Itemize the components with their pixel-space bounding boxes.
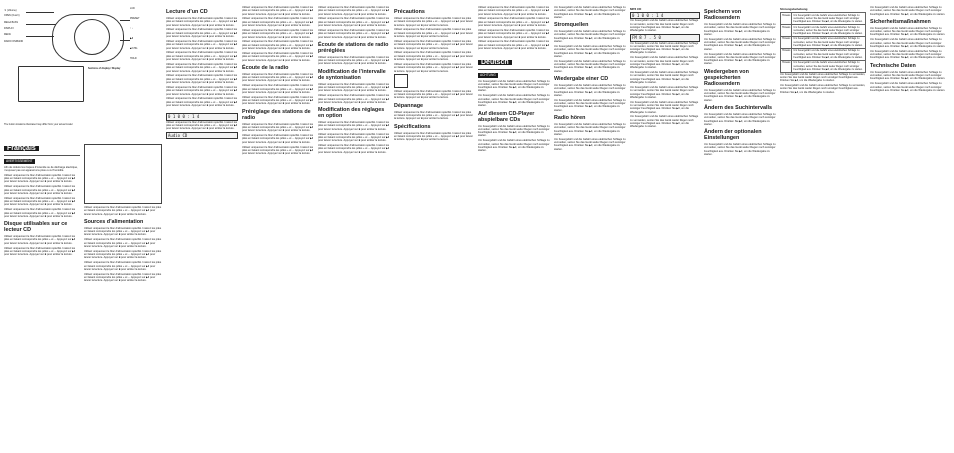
warning-bar-de: ACHTUNG (480, 72, 496, 77)
fr-body-25: Utilisez uniquement le bloc d’alimentation spécifié. Insérez les piles en faisant correspondre les pôles + et −. Appuyez sur ▶Ⅱ pour lancer la lecture. Appuyez sur ■ pour arrêter la lecture. (242, 40, 314, 51)
fr-body-52: Utilisez uniquement le bloc d’alimentation spécifié. Insérez les piles en faisant correspondre les pôles + et −. Appuyez sur ▶Ⅱ pour lancer la lecture. Appuyez sur ■ pour arrêter la lecture. (478, 28, 550, 39)
diagram-label-1: OPEN (Ouvrir) (4, 14, 20, 17)
de-body-4: Um Feuergefahr und die Gefahr eines elektrischen Schlags zu vermeiden, setzen Sie das Gerät weder Regen noch sonstiger Feuchtigkeit aus. Drücken Sie ▶Ⅱ, um die Wiedergabe zu starten. (478, 139, 550, 153)
fr-body-21: Utilisez uniquement le bloc d’alimentation spécifié. Insérez les piles en faisant correspondre les pôles + et −. Appuyez sur ▶Ⅱ pour lancer la lecture. Appuyez sur ■ pour arrêter la lecture. (166, 120, 238, 131)
de-body-5: Um Feuergefahr und die Gefahr eines elektrischen Schlags zu vermeiden, setzen Sie das Gerät weder Regen noch sonstiger Feuchtigkeit aus. Drücken Sie ▶Ⅱ, um die Wiedergabe zu starten. (554, 6, 626, 19)
fr-body-9: Utilisez uniquement le bloc d’alimentation spécifié. Insérez les piles en faisant correspondre les pôles + et −. Appuyez sur ▶Ⅱ pour lancer la lecture. Appuyez sur ■ pour arrêter la lecture. (84, 238, 162, 248)
de-body-32: Um Feuergefahr und die Gefahr eines elektrischen Schlags zu vermeiden, setzen Sie das Gerät weder Regen noch sonstiger Feuchtigkeit aus. Drücken Sie ▶Ⅱ, um die Wiedergabe zu starten. (870, 70, 946, 81)
fr-figure-1 (84, 144, 162, 204)
fr-body-38: Utilisez uniquement le bloc d’alimentation spécifié. Insérez les piles en faisant correspondre les pôles + et −. Appuyez sur ▶Ⅱ pour lancer la lecture. Appuyez sur ■ pour arrêter la lecture. (318, 94, 390, 104)
de-body-18: Um Feuergefahr und die Gefahr eines elektrischen Schlags zu vermeiden, setzen Sie das Gerät weder Regen noch sonstiger Feuchtigkeit aus. Drücken Sie ▶Ⅱ, um die Wiedergabe zu starten. (630, 100, 699, 114)
fr-body-1: Utilisez uniquement le bloc d’alimentation spécifié. Insérez les piles en faisant correspondre les pôles + et −. Appuyez sur ▶Ⅱ pour lancer la lecture. Appuyez sur ■ pour arrêter la lecture. (4, 173, 76, 184)
player-diagram-area (4, 4, 162, 129)
warning-bar-fr: AVERTISSEMENT (6, 158, 33, 163)
fr-heading-radio: Écoute de la radio (242, 64, 289, 71)
de-body-8: Um Feuergefahr und die Gefahr eines elektrischen Schlags zu vermeiden, setzen Sie das Gerät weder Regen noch sonstiger Feuchtigkeit aus. Drücken Sie ▶Ⅱ, um die Wiedergabe zu starten. (554, 59, 626, 73)
fr-body-31: Utilisez uniquement le bloc d’alimentation spécifié. Insérez les piles en faisant correspondre les pôles + et −. Appuyez sur ▶Ⅱ pour lancer la lecture. Appuyez sur ■ pour arrêter la lecture. (242, 134, 314, 144)
diagram-label-7: PRESET (130, 17, 140, 20)
de-error-cell: Hinweis (781, 13, 792, 25)
column-fr-1 (4, 142, 80, 450)
fr-body-34: Utilisez uniquement le bloc d’alimentation spécifié. Insérez les piles en faisant correspondre les pôles + et −. Appuyez sur ▶Ⅱ pour lancer la lecture. Appuyez sur ■ pour arrêter la lecture. (318, 17, 390, 28)
fr-lcd-sample: 0 1 0 0 : 1 4 (166, 113, 238, 120)
fr-body-5: Utilisez uniquement le bloc d’alimentation spécifié. Insérez les piles en faisant correspondre les pôles + et −. Appuyez sur ▶Ⅱ pour lancer la lecture. Appuyez sur ■ pour arrêter la lecture. (4, 235, 76, 245)
fr-body-53: Utilisez uniquement le bloc d’alimentation spécifié. Insérez les piles en faisant correspondre les pôles + et −. Appuyez sur ▶Ⅱ pour lancer la lecture. Appuyez sur ■ pour arrêter la lecture. (478, 40, 550, 51)
de-error-table (780, 12, 866, 72)
fr-body-28: Utilisez uniquement le bloc d’alimentation spécifié. Insérez les piles en faisant correspondre les pôles + et −. Appuyez sur ▶Ⅱ pour lancer la lecture. Appuyez sur ■ pour arrêter la lecture. (242, 84, 314, 94)
de-body-21: Um Feuergefahr und die Gefahr eines elektrischen Schlags zu vermeiden, setzen Sie das Gerät weder Regen noch sonstiger Feuchtigkeit aus. Drücken Sie ▶Ⅱ, um die Wiedergabe zu starten. (704, 37, 776, 51)
de-lcd-sample-1: 0 1 0 0 : 1 4 (630, 12, 700, 19)
lcd-window (18, 66, 84, 102)
diagram-footnote: The button locations illustrated may differ from your actual model (4, 123, 73, 126)
fr-body-14: Utilisez uniquement le bloc d’alimentation spécifié. Insérez les piles en faisant correspondre les pôles + et −. Appuyez sur ▶Ⅱ pour lancer la lecture. Appuyez sur ■ pour arrêter la lecture. (166, 28, 238, 39)
fr-body-36: Utilisez uniquement le bloc d’alimentation spécifié. Insérez les piles en faisant correspondre les pôles + et −. Appuyez sur ▶Ⅱ pour lancer la lecture. Appuyez sur ■ pour arrêter la lecture. (318, 55, 390, 66)
column-de-2 (554, 6, 626, 450)
fr-body-13: Utilisez uniquement le bloc d’alimentation spécifié. Insérez les piles en faisant correspondre les pôles + et −. Appuyez sur ▶Ⅱ pour lancer la lecture. Appuyez sur ■ pour arrêter la lecture. (166, 17, 238, 27)
column-fr-4 (242, 6, 314, 450)
de-heading-radio: Radio hören (554, 114, 586, 121)
de-error-cell: Um Feuergefahr und die Gefahr eines elektrischen Schlags zu vermeiden, setzen Sie das Gerät weder Regen noch sonstiger Feuchtigkeit aus. Drücken Sie ▶Ⅱ, um die Wiedergabe zu starten. (792, 48, 866, 60)
fr-body-18: Utilisez uniquement le bloc d’alimentation spécifié. Insérez les piles en faisant correspondre les pôles + et −. Appuyez sur ▶Ⅱ pour lancer la lecture. Appuyez sur ■ pour arrêter la lecture. (166, 74, 238, 85)
fr-body-45: Utilisez uniquement le bloc d’alimentation spécifié. Insérez les piles en faisant correspondre les pôles + et −. Appuyez sur ▶Ⅱ pour lancer la lecture. Appuyez sur ■ pour arrêter la lecture. (394, 51, 473, 62)
fr-body-10: Utilisez uniquement le bloc d’alimentation spécifié. Insérez les piles en faisant correspondre les pôles + et −. Appuyez sur ▶Ⅱ pour lancer la lecture. Appuyez sur ■ pour arrêter la lecture. (84, 249, 162, 260)
diagram-label-11: HOLD (130, 57, 137, 60)
fr-body-12: Utilisez uniquement le bloc d’alimentation spécifié. Insérez les piles en faisant correspondre les pôles + et −. Appuyez sur ▶Ⅱ pour lancer la lecture. Appuyez sur ■ pour arrêter la lecture. (84, 272, 162, 283)
de-heading-error: Störungsbehebung (780, 6, 808, 11)
fr-body-40: Utilisez uniquement le bloc d’alimentation spécifié. Insérez les piles en faisant correspondre les pôles + et −. Appuyez sur ▶Ⅱ pour lancer la lecture. Appuyez sur ■ pour arrêter la lecture. (318, 132, 390, 143)
de-body-29: Um Feuergefahr und die Gefahr eines elektrischen Schlags zu vermeiden, setzen Sie das Gerät weder Regen noch sonstiger Feuchtigkeit aus. Drücken Sie ▶Ⅱ, um die Wiedergabe zu starten. (870, 26, 946, 37)
fr-body-33: Utilisez uniquement le bloc d’alimentation spécifié. Insérez les piles en faisant correspondre les pôles + et −. Appuyez sur ▶Ⅱ pour lancer la lecture. Appuyez sur ■ pour arrêter la lecture. (318, 6, 390, 16)
column-fr-6 (394, 6, 474, 450)
de-body-13: Um Feuergefahr und die Gefahr eines elektrischen Schlags zu vermeiden, setzen Sie das Gerät weder Regen noch sonstiger Feuchtigkeit aus. Drücken Sie ▶Ⅱ, um die Wiedergabe zu starten. (630, 19, 699, 33)
fr-body-39: Utilisez uniquement le bloc d’alimentation spécifié. Insérez les piles en faisant correspondre les pôles + et −. Appuyez sur ▶Ⅱ pour lancer la lecture. Appuyez sur ■ pour arrêter la lecture. (318, 121, 390, 131)
column-de-6 (870, 6, 950, 450)
diagram-label-4: MENU (4, 33, 12, 36)
de-error-cell: Um Feuergefahr und die Gefahr eines elektrischen Schlags zu vermeiden, setzen Sie das Gerät weder Regen noch sonstiger Feuchtigkeit aus. Drücken Sie ▶Ⅱ, um die Wiedergabe zu starten. (792, 60, 866, 72)
de-heading-tech: Technische Daten (870, 62, 916, 69)
de-body-12: Um Feuergefahr und die Gefahr eines elektrischen Schlags zu vermeiden, setzen Sie das Gerät weder Regen noch sonstiger Feuchtigkeit aus. Drücken Sie ▶Ⅱ, um die Wiedergabe zu starten. (554, 137, 626, 151)
fr-body-37: Utilisez uniquement le bloc d’alimentation spécifié. Insérez les piles en faisant correspondre les pôles + et −. Appuyez sur ▶Ⅱ pour lancer la lecture. Appuyez sur ■ pour arrêter la lecture. (318, 82, 390, 93)
fr-body-24: Utilisez uniquement le bloc d’alimentation spécifié. Insérez les piles en faisant correspondre les pôles + et −. Appuyez sur ▶Ⅱ pour lancer la lecture. Appuyez sur ■ pour arrêter la lecture. (242, 28, 314, 39)
fr-heading-preset-listen: Écoute de stations de radio préréglées (318, 41, 389, 54)
column-de-5 (780, 6, 866, 450)
fr-heading-prec: Précautions (394, 9, 425, 15)
fr-body-6: Utilisez uniquement le bloc d’alimentation spécifié. Insérez les piles en faisant correspondre les pôles + et −. Appuyez sur ▶Ⅱ pour lancer la lecture. Appuyez sur ■ pour arrêter la lecture. (4, 246, 76, 257)
de-body-14: Um Feuergefahr und die Gefahr eines elektrischen Schlags zu vermeiden, setzen Sie das Gerät weder Regen noch sonstiger Feuchtigkeit aus. Drücken Sie ▶Ⅱ, um die Wiedergabe zu starten. (630, 41, 699, 55)
fr-body-23: Utilisez uniquement le bloc d’alimentation spécifié. Insérez les piles en faisant correspondre les pôles + et −. Appuyez sur ▶Ⅱ pour lancer la lecture. Appuyez sur ■ pour arrêter la lecture. (242, 17, 314, 28)
fr-body-30: Utilisez uniquement le bloc d’alimentation spécifié. Insérez les piles en faisant correspondre les pôles + et −. Appuyez sur ▶Ⅱ pour lancer la lecture. Appuyez sur ■ pour arrêter la lecture. (242, 122, 314, 133)
column-de-3 (630, 6, 700, 450)
de-heading-options: Ändern der optionalen Einstellungen (704, 129, 762, 142)
fr-body-43: Utilisez uniquement le bloc d’alimentation spécifié. Insérez les piles en faisant correspondre les pôles + et −. Appuyez sur ▶Ⅱ pour lancer la lecture. Appuyez sur ■ pour arrêter la lecture. (394, 28, 473, 39)
diagram-label-9: ▶Ⅱ (130, 37, 134, 40)
de-body-33: Um Feuergefahr und die Gefahr eines elektrischen Schlags zu vermeiden, setzen Sie das Gerät weder Regen noch sonstiger Feuchtigkeit aus. Drücken Sie ▶Ⅱ, um die Wiedergabe zu starten. (870, 82, 946, 92)
de-lcd-mode-label: MP3 CD (630, 6, 642, 11)
fr-body-3: Utilisez uniquement le bloc d’alimentation spécifié. Insérez les piles en faisant correspondre les pôles + et −. Appuyez sur ▶Ⅱ pour lancer la lecture. Appuyez sur ■ pour arrêter la lecture. (4, 196, 76, 207)
fr-body-51: Utilisez uniquement le bloc d’alimentation spécifié. Insérez les piles en faisant correspondre les pôles + et −. Appuyez sur ▶Ⅱ pour lancer la lecture. Appuyez sur ■ pour arrêter la lecture. (478, 17, 550, 28)
de-heading-interval: Ändern des Suchintervalls (704, 104, 773, 111)
de-body-1: Um Feuergefahr und die Gefahr eines elektrischen Schlags zu vermeiden, setzen Sie das Gerät weder Regen noch sonstiger Feuchtigkeit aus. Drücken Sie ▶Ⅱ, um die Wiedergabe zu starten. (478, 79, 550, 93)
fr-heading-trouble: Dépannage (394, 102, 424, 109)
fr-heading-disc: Disque utilisables sur ce lecteur CD (4, 221, 68, 234)
column-de-4 (704, 6, 776, 450)
fr-heading-preset: Préréglage des stations de radio (242, 108, 311, 121)
diagram-label-3: DISPLAY (4, 27, 14, 30)
de-error-cell: Um Feuergefahr und die Gefahr eines elektrischen Schlags zu vermeiden, setzen Sie das Gerät weder Regen noch sonstiger Feuchtigkeit aus. Drücken Sie ▶Ⅱ, um die Wiedergabe zu starten. (792, 13, 866, 25)
de-body-3: Um Feuergefahr und die Gefahr eines elektrischen Schlags zu vermeiden, setzen Sie das Gerät weder Regen noch sonstiger Feuchtigkeit aus. Drücken Sie ▶Ⅱ, um die Wiedergabe zu starten. (478, 124, 550, 138)
fr-body-16: Utilisez uniquement le bloc d’alimentation spécifié. Insérez les piles en faisant correspondre les pôles + et −. Appuyez sur ▶Ⅱ pour lancer la lecture. Appuyez sur ■ pour arrêter la lecture. (166, 51, 238, 62)
de-body-23: Um Feuergefahr und die Gefahr eines elektrischen Schlags zu vermeiden, setzen Sie das Gerät weder Regen noch sonstiger Feuchtigkeit aus. Drücken Sie ▶Ⅱ, um die Wiedergabe zu starten. (704, 88, 776, 102)
de-heading-store: Speichern von Radiosendern (704, 9, 742, 21)
de-body-19: Um Feuergefahr und die Gefahr eines elektrischen Schlags zu vermeiden, setzen Sie das Gerät weder Regen noch sonstiger Feuchtigkeit aus. Drücken Sie ▶Ⅱ, um die Wiedergabe zu starten. (630, 115, 699, 129)
fr-intro: Afin de réduire les risques d’incendie ou de décharge électrique, n’exposez pas cet appareil à la pluie ou à l’humidité. (4, 165, 78, 172)
fr-heading-power: Sources d’alimentation (84, 218, 144, 225)
de-error-cell: Um Feuergefahr und die Gefahr eines elektrischen Schlags zu vermeiden, setzen Sie das Gerät weder Regen noch sonstiger Feuchtigkeit aus. Drücken Sie ▶Ⅱ, um die Wiedergabe zu starten. (792, 25, 866, 37)
fr-body-19: Utilisez uniquement le bloc d’alimentation spécifié. Insérez les piles en faisant correspondre les pôles + et −. Appuyez sur ▶Ⅱ pour lancer la lecture. Appuyez sur ■ pour arrêter la lecture. (166, 85, 238, 96)
de-heading-power: Stromquellen (554, 22, 589, 29)
de-body-25: Um Feuergefahr und die Gefahr eines elektrischen Schlags zu vermeiden, setzen Sie das Gerät weder Regen noch sonstiger Feuchtigkeit aus. Drücken Sie ▶Ⅱ, um die Wiedergabe zu starten. (704, 143, 776, 157)
de-body-7: Um Feuergefahr und die Gefahr eines elektrischen Schlags zu vermeiden, setzen Sie das Gerät weder Regen noch sonstiger Feuchtigkeit aus. Drücken Sie ▶Ⅱ, um die Wiedergabe zu starten. (554, 44, 626, 58)
fr-body-50: Utilisez uniquement le bloc d’alimentation spécifié. Insérez les piles en faisant correspondre les pôles + et −. Appuyez sur ▶Ⅱ pour lancer la lecture. Appuyez sur ■ pour arrêter la lecture. (478, 6, 550, 16)
fr-body-47: Utilisez uniquement le bloc d’alimentation spécifié. Insérez les piles en faisant correspondre les pôles + et −. Appuyez sur ▶Ⅱ pour lancer la lecture. Appuyez sur ■ pour arrêter la lecture. (394, 89, 473, 100)
diagram-label-5: RADIO ON/BAND (4, 40, 24, 43)
de-heading-safety: Sicherheitsmaßnahmen (870, 18, 931, 25)
recycle-bin-icon (394, 74, 408, 88)
column-fr-5 (318, 6, 390, 450)
de-body-27: Um Feuergefahr und die Gefahr eines elektrischen Schlags zu vermeiden, setzen Sie das Gerät weder Regen noch sonstiger Feuchtigkeit aus. Drücken Sie ▶Ⅱ, um die Wiedergabe zu starten. (780, 84, 866, 94)
fr-heading-play: Lecture d’un CD (166, 9, 208, 15)
de-body-6: Um Feuergefahr und die Gefahr eines elektrischen Schlags zu vermeiden, setzen Sie das Gerät weder Regen noch sonstiger Feuchtigkeit aus. Drücken Sie ▶Ⅱ, um die Wiedergabe zu starten. (554, 30, 626, 44)
fr-body-46: Utilisez uniquement le bloc d’alimentation spécifié. Insérez les piles en faisant correspondre les pôles + et −. Appuyez sur ▶Ⅱ pour lancer la lecture. Appuyez sur ■ pour arrêter la lecture. (394, 62, 473, 73)
fr-body-42: Utilisez uniquement le bloc d’alimentation spécifié. Insérez les piles en faisant correspondre les pôles + et −. Appuyez sur ▶Ⅱ pour lancer la lecture. Appuyez sur ■ pour arrêter la lecture. (394, 17, 473, 27)
de-body-20: Um Feuergefahr und die Gefahr eines elektrischen Schlags zu vermeiden, setzen Sie das Gerät weder Regen noch sonstiger Feuchtigkeit aus. Drücken Sie ▶Ⅱ, um die Wiedergabe zu starten. (704, 23, 776, 36)
fr-heading-spec: Spécifications (394, 123, 431, 130)
fr-body-8: Utilisez uniquement le bloc d’alimentation spécifié. Insérez les piles en faisant correspondre les pôles + et −. Appuyez sur ▶Ⅱ pour lancer la lecture. Appuyez sur ■ pour arrêter la lecture. (84, 226, 162, 237)
de-heading-cd: Wiedergabe einer CD (554, 75, 609, 82)
fr-body-4: Utilisez uniquement le bloc d’alimentation spécifié. Insérez les piles en faisant correspondre les pôles + et −. Appuyez sur ▶Ⅱ pour lancer la lecture. Appuyez sur ■ pour arrêter la lecture. (4, 208, 76, 218)
de-heading-preset: Wiedergeben von gespeicherten Radiosendern (704, 68, 749, 87)
language-bar-de: Deutsch (478, 60, 512, 65)
de-body-16: Um Feuergefahr und die Gefahr eines elektrischen Schlags zu vermeiden, setzen Sie das Gerät weder Regen noch sonstiger Feuchtigkeit aus. Drücken Sie ▶Ⅱ, um die Wiedergabe zu starten. (630, 71, 699, 85)
player-disc-circle (74, 19, 110, 55)
language-bar-fr: Français (4, 146, 39, 151)
de-body-15: Um Feuergefahr und die Gefahr eines elektrischen Schlags zu vermeiden, setzen Sie das Gerät weder Regen noch sonstiger Feuchtigkeit aus. Drücken Sie ▶Ⅱ, um die Wiedergabe zu starten. (630, 56, 699, 70)
diagram-label-10: ■/CHG (130, 47, 138, 50)
de-body-26: Um Feuergefahr und die Gefahr eines elektrischen Schlags zu vermeiden, setzen Sie das Gerät weder Regen noch sonstiger Feuchtigkeit aus. Drücken Sie ▶Ⅱ, um die Wiedergabe zu starten. (780, 72, 866, 83)
fr-body-26: Utilisez uniquement le bloc d’alimentation spécifié. Insérez les piles en faisant correspondre les pôles + et −. Appuyez sur ▶Ⅱ pour lancer la lecture. Appuyez sur ■ pour arrêter la lecture. (242, 51, 314, 62)
column-fr-2 (84, 142, 162, 450)
diagram-caption: Sections of display / Display (88, 67, 121, 70)
diagram-label-0: ▼ (Volume) (4, 9, 17, 12)
de-body-9: Um Feuergefahr und die Gefahr eines elektrischen Schlags zu vermeiden, setzen Sie das Gerät weder Regen noch sonstiger Feuchtigkeit aus. Drücken Sie ▶Ⅱ, um die Wiedergabe zu starten. (554, 83, 626, 97)
de-body-28: Um Feuergefahr und die Gefahr eines elektrischen Schlags zu vermeiden, setzen Sie das Gerät weder Regen noch sonstiger Feuchtigkeit aus. Drücken Sie ▶Ⅱ, um die Wiedergabe zu starten. (870, 6, 946, 16)
fr-body-44: Utilisez uniquement le bloc d’alimentation spécifié. Insérez les piles en faisant correspondre les pôles + et −. Appuyez sur ▶Ⅱ pour lancer la lecture. Appuyez sur ■ pour arrêter la lecture. (394, 39, 473, 50)
de-body-17: Um Feuergefahr und die Gefahr eines elektrischen Schlags zu vermeiden, setzen Sie das Gerät weder Regen noch sonstiger Feuchtigkeit aus. Drücken Sie ▶Ⅱ, um die Wiedergabe zu starten. (630, 85, 699, 99)
diagram-label-8: ↑ ↓ (130, 27, 134, 30)
fr-body-48: Utilisez uniquement le bloc d’alimentation spécifié. Insérez les piles en faisant correspondre les pôles + et −. Appuyez sur ▶Ⅱ pour lancer la lecture. Appuyez sur ■ pour arrêter la lecture. (394, 110, 473, 121)
fr-body-11: Utilisez uniquement le bloc d’alimentation spécifié. Insérez les piles en faisant correspondre les pôles + et −. Appuyez sur ▶Ⅱ pour lancer la lecture. Appuyez sur ■ pour arrêter la lecture. (84, 261, 162, 271)
fr-body-20: Utilisez uniquement le bloc d’alimentation spécifié. Insérez les piles en faisant correspondre les pôles + et −. Appuyez sur ▶Ⅱ pour lancer la lecture. Appuyez sur ■ pour arrêter la lecture. (166, 97, 238, 107)
fr-body-17: Utilisez uniquement le bloc d’alimentation spécifié. Insérez les piles en faisant correspondre les pôles + et −. Appuyez sur ▶Ⅱ pour lancer la lecture. Appuyez sur ■ pour arrêter la lecture. (166, 62, 238, 73)
fr-body-41: Utilisez uniquement le bloc d’alimentation spécifié. Insérez les piles en faisant correspondre les pôles + et −. Appuyez sur ▶Ⅱ pour lancer la lecture. Appuyez sur ■ pour arrêter la lecture. (318, 144, 390, 154)
de-error-cell: Hinweis (781, 60, 792, 72)
fr-body-27: Utilisez uniquement le bloc d’alimentation spécifié. Insérez les piles en faisant correspondre les pôles + et −. Appuyez sur ▶Ⅱ pour lancer la lecture. Appuyez sur ■ pour arrêter la lecture. (242, 72, 314, 83)
fr-heading-options: Modification des réglages en option (318, 107, 385, 120)
column-fr-3 (166, 6, 238, 450)
fr-body-2: Utilisez uniquement le bloc d’alimentation spécifié. Insérez les piles en faisant correspondre les pôles + et −. Appuyez sur ▶Ⅱ pour lancer la lecture. Appuyez sur ■ pour arrêter la lecture. (4, 185, 76, 195)
fr-body-7: Utilisez uniquement le bloc d’alimentation spécifié. Insérez les piles en faisant correspondre les pôles + et −. Appuyez sur ▶Ⅱ pour lancer la lecture. Appuyez sur ■ pour arrêter la lecture. (84, 206, 162, 216)
de-body-11: Um Feuergefahr und die Gefahr eines elektrischen Schlags zu vermeiden, setzen Sie das Gerät weder Regen noch sonstiger Feuchtigkeit aus. Drücken Sie ▶Ⅱ, um die Wiedergabe zu starten. (554, 122, 626, 136)
fr-heading-interval: Modification de l’intervalle de syntonisation (318, 68, 386, 81)
de-error-cell: Hinweis (781, 25, 792, 37)
fr-lcd-sample-2: Audio CD (166, 132, 238, 139)
de-body-10: Um Feuergefahr und die Gefahr eines elektrischen Schlags zu vermeiden, setzen Sie das Gerät weder Regen noch sonstiger Feuchtigkeit aus. Drücken Sie ▶Ⅱ, um die Wiedergabe zu starten. (554, 98, 626, 112)
de-heading-discs: Auf diesem CD-Player abspielbare CDs (478, 110, 535, 123)
fr-body-15: Utilisez uniquement le bloc d’alimentation spécifié. Insérez les piles en faisant correspondre les pôles + et −. Appuyez sur ▶Ⅱ pour lancer la lecture. Appuyez sur ■ pour arrêter la lecture. (166, 39, 238, 50)
de-error-cell: Hinweis (781, 36, 792, 48)
fr-body-32: Utilisez uniquement le bloc d’alimentation spécifié. Insérez les piles en faisant correspondre les pôles + et −. Appuyez sur ▶Ⅱ pour lancer la lecture. Appuyez sur ■ pour arrêter la lecture. (242, 145, 314, 156)
de-body-2: Um Feuergefahr und die Gefahr eines elektrischen Schlags zu vermeiden, setzen Sie das Gerät weder Regen noch sonstiger Feuchtigkeit aus. Drücken Sie ▶Ⅱ, um die Wiedergabe zu starten. (478, 94, 550, 108)
de-lcd-sample-2: FM 8 7 . 5 0 (630, 34, 700, 41)
de-error-cell: Um Feuergefahr und die Gefahr eines elektrischen Schlags zu vermeiden, setzen Sie das Gerät weder Regen noch sonstiger Feuchtigkeit aus. Drücken Sie ▶Ⅱ, um die Wiedergabe zu starten. (792, 36, 866, 48)
diagram-label-2: MEGA BASS (4, 21, 18, 24)
de-body-31: Um Feuergefahr und die Gefahr eines elektrischen Schlags zu vermeiden, setzen Sie das Gerät weder Regen noch sonstiger Feuchtigkeit aus. Drücken Sie ▶Ⅱ, um die Wiedergabe zu starten. (870, 49, 946, 60)
column-7 (478, 6, 550, 450)
diagram-label-6: LCD (130, 7, 135, 10)
fr-body-49: Utilisez uniquement le bloc d’alimentation spécifié. Insérez les piles en faisant correspondre les pôles + et −. Appuyez sur ▶Ⅱ pour lancer la lecture. Appuyez sur ■ pour arrêter la lecture. (394, 131, 473, 142)
de-error-cell: Hinweis (781, 48, 792, 60)
de-body-30: Um Feuergefahr und die Gefahr eines elektrischen Schlags zu vermeiden, setzen Sie das Gerät weder Regen noch sonstiger Feuchtigkeit aus. Drücken Sie ▶Ⅱ, um die Wiedergabe zu starten. (870, 38, 946, 48)
fr-body-22: Utilisez uniquement le bloc d’alimentation spécifié. Insérez les piles en faisant correspondre les pôles + et −. Appuyez sur ▶Ⅱ pour lancer la lecture. Appuyez sur ■ pour arrêter la lecture. (242, 6, 314, 16)
de-body-22: Um Feuergefahr und die Gefahr eines elektrischen Schlags zu vermeiden, setzen Sie das Gerät weder Regen noch sonstiger Feuchtigkeit aus. Drücken Sie ▶Ⅱ, um die Wiedergabe zu starten. (704, 52, 776, 66)
fr-body-29: Utilisez uniquement le bloc d’alimentation spécifié. Insérez les piles en faisant correspondre les pôles + et −. Appuyez sur ▶Ⅱ pour lancer la lecture. Appuyez sur ■ pour arrêter la lecture. (242, 95, 314, 106)
fr-body-35: Utilisez uniquement le bloc d’alimentation spécifié. Insérez les piles en faisant correspondre les pôles + et −. Appuyez sur ▶Ⅱ pour lancer la lecture. Appuyez sur ■ pour arrêter la lecture. (318, 28, 390, 39)
de-body-24: Um Feuergefahr und die Gefahr eines elektrischen Schlags zu vermeiden, setzen Sie das Gerät weder Regen noch sonstiger Feuchtigkeit aus. Drücken Sie ▶Ⅱ, um die Wiedergabe zu starten. (704, 112, 776, 126)
